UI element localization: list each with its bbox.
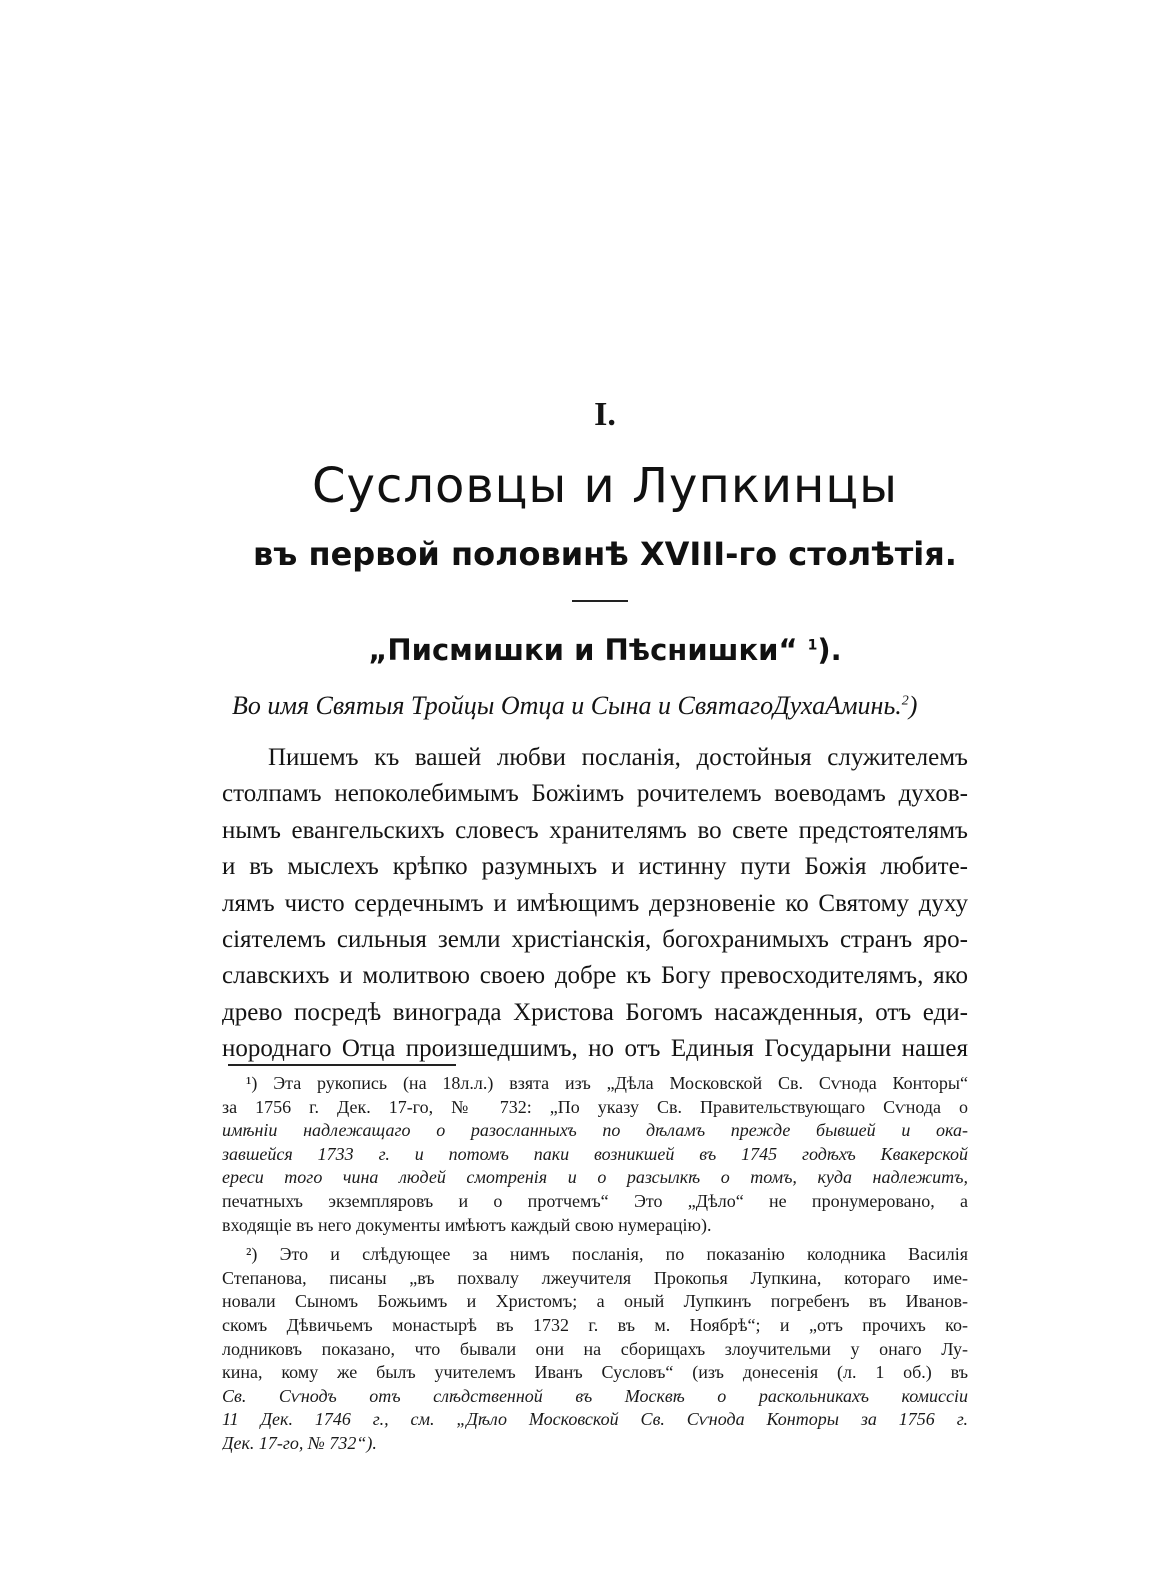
footnote-divider <box>228 1064 456 1066</box>
footnote-ref-2: 2 <box>901 693 909 709</box>
section-heading <box>0 633 1163 667</box>
chapter-title: Сусловцы и Лупкинцы <box>312 458 898 514</box>
section-title: „Писмишки и Пѣснишки“ <box>368 633 798 667</box>
invocation-tail: ) <box>908 691 918 720</box>
footnote-line: Степанова, писаны „въ похвалу лжеучителя Прокопья Лупкина, котораго име- <box>222 1267 968 1288</box>
chapter-subtitle: въ первой половинѣ XVIII-го столѣтія. <box>253 535 957 573</box>
footnote-line: кина, кому же былъ учителемъ Иванъ Сусловъ“ (изъ донесенія (л. 1 об.) въ <box>222 1362 968 1383</box>
body-line: лямъ чисто сердечнымъ и имѣющимъ дерзновеніе ко Святому духу <box>222 889 968 917</box>
invocation <box>232 691 992 721</box>
body-text <box>222 740 968 1068</box>
footnote-line: печатныхъ экземпляровъ и о протчемъ“ Это „Дѣло“ не пронумеровано, а <box>222 1190 968 1211</box>
footnote-1 <box>222 1072 968 1237</box>
chapter-number: I. <box>594 396 616 433</box>
footnote-line: Св. Сѵнодъ отъ слѣдственной въ Москвѣ о раскольникахъ комиссіи <box>222 1385 968 1406</box>
footnote-2 <box>222 1243 968 1455</box>
footnote-line: 11 Дек. 1746 г., см. „Дѣло Московской Св. Сѵнода Конторы за 1756 г. <box>222 1409 968 1430</box>
footnotes <box>222 1072 968 1462</box>
footnote-line: за 1756 г. Дек. 17-го, № 732: „По указу Св. Правительствующаго Сѵнода о <box>222 1096 968 1117</box>
footnote-line: новали Сыномъ Божьимъ и Христомъ; а оный Лупкинъ погребенъ въ Иванов- <box>222 1291 968 1312</box>
body-line: нымъ евангельскихъ словесъ хранителямъ во свете предстоятелямъ <box>222 816 968 844</box>
section-title-tail: ). <box>817 633 842 667</box>
footnote-line: лодниковъ показано, что бывали они на сборищахъ злоучительми у онаго Лу- <box>222 1338 968 1359</box>
footnote-line: Дек. 17-го, № 732“). <box>222 1432 377 1453</box>
footnote-line: скомъ Дѣвичьемъ монастырѣ въ 1732 г. въ м. Ноябрѣ“; и „отъ прочихъ ко- <box>222 1314 968 1335</box>
body-line: и въ мыслехъ крѣпко разумныхъ и истинну пути Божія любите- <box>222 853 968 881</box>
body-line: древо посредѣ винограда Христова Богомъ насажденныя, отъ еди- <box>222 998 968 1026</box>
footnote-line: ¹) Эта рукопись (на 18л.л.) взята изъ „Дѣла Московской Св. Сѵнода Конторы“ <box>246 1073 968 1093</box>
footnote-line: завшейся 1733 г. и потомъ паки возникшей въ 1745 годѣхъ Квакерской <box>222 1143 968 1164</box>
footnote-ref-1: 1 <box>807 637 818 654</box>
body-line: сіятелемъ сильныя земли христіанскія, богохранимыхъ странъ яро- <box>222 925 968 953</box>
body-line: нороднаго Отца произшедшимъ, но отъ Единыя Государыни нашея <box>222 1035 968 1063</box>
title-divider <box>572 600 628 602</box>
body-line: славскихъ и молитвою своею добре къ Богу превосходителямъ, яко <box>222 962 968 990</box>
body-line: Пишемъ къ вашей любви посланія, достойныя служителемъ <box>268 744 968 771</box>
invocation-text: Во имя Святыя Тройцы Отца и Сына и СвятагоДухаАминь. <box>232 691 902 720</box>
body-line: столпамъ непоколебимымъ Божіимъ рочителемъ воеводамъ духов- <box>222 780 968 808</box>
footnote-line: ²) Это и слѣдующее за нимъ посланія, по показанію колодника Василія <box>246 1244 968 1265</box>
footnote-line: ереси того чина людей смотренія и о разсылкѣ о томъ, куда надлежитъ, <box>222 1167 968 1188</box>
footnote-line: имѣніи надлежащаго о разосланныхъ по дѣламъ прежде бывшей и ока- <box>222 1120 968 1141</box>
footnote-line: входящіе въ него документы имѣютъ каждый свою нумерацію). <box>222 1214 712 1235</box>
